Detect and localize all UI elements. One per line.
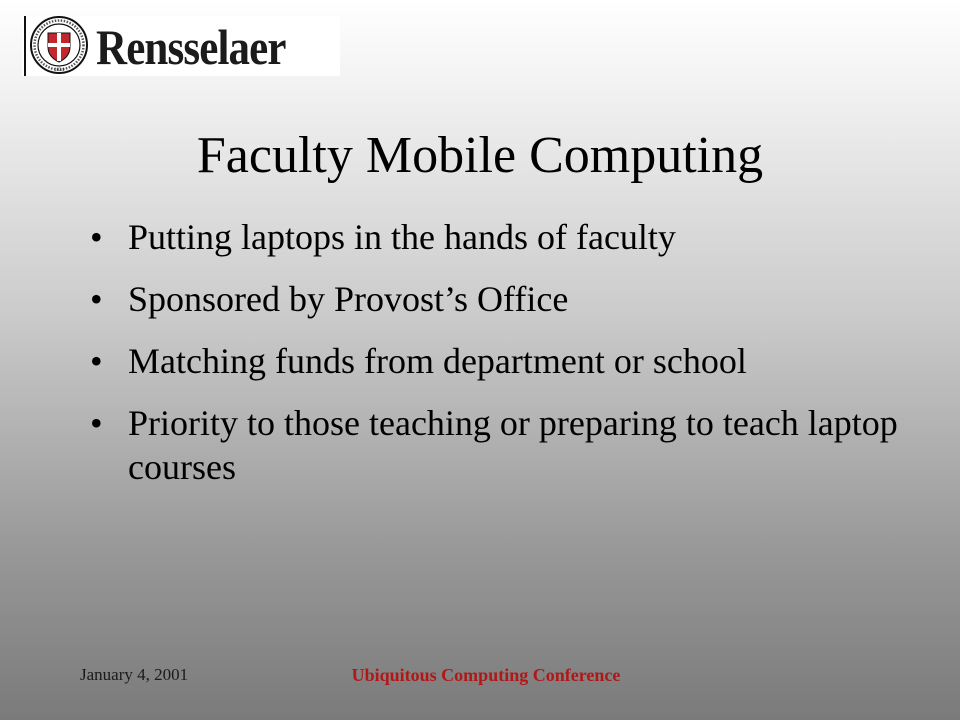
bullet-dot: •: [90, 341, 103, 381]
bullet-text: Sponsored by Provost’s Office: [128, 279, 569, 319]
rensselaer-logo: [22, 16, 340, 76]
footer-date: January 4, 2001: [80, 665, 189, 684]
logo-divider: [24, 16, 26, 76]
bullet-text: Matching funds from department or school: [128, 341, 747, 381]
logo-wordmark: Rensselaer: [96, 19, 286, 75]
bullet-item: [90, 215, 920, 259]
slide-title: Faculty Mobile Computing: [196, 127, 764, 184]
bullet-item: [90, 401, 920, 489]
bullet-item: [90, 277, 920, 321]
bullet-item: [90, 339, 920, 383]
bullet-text: Priority to those teaching or preparing to teach laptop courses: [128, 403, 898, 487]
rensselaer-seal-icon: [30, 16, 88, 74]
bullet-text: Putting laptops in the hands of faculty: [128, 217, 676, 257]
footer-conference: Ubiquitous Computing Conference: [351, 665, 621, 685]
bullet-dot: •: [90, 403, 103, 443]
bullet-list: [90, 215, 920, 507]
seal-year: 1824: [54, 68, 64, 73]
bullet-dot: •: [90, 279, 103, 319]
bullet-dot: •: [90, 217, 103, 257]
